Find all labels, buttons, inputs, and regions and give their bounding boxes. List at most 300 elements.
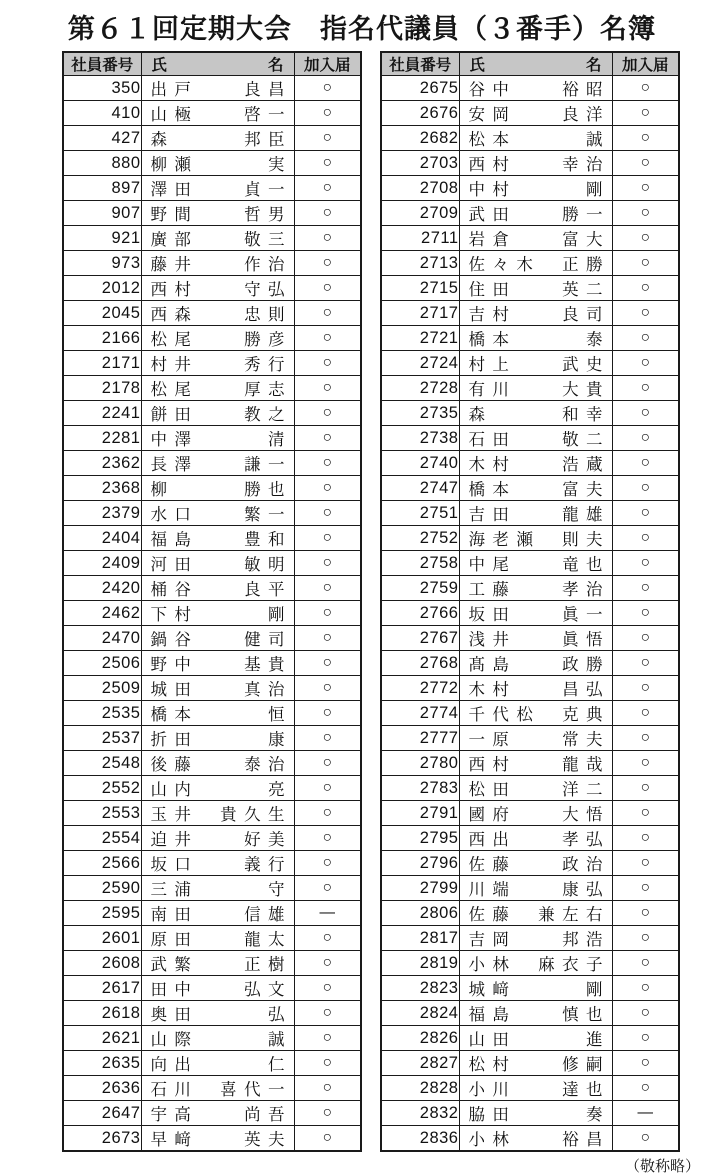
name-cell (141, 101, 294, 126)
given-name: 裕昌 (562, 1131, 610, 1149)
given-name: 則夫 (562, 531, 610, 549)
table-row (63, 926, 361, 951)
joined-status-cell: ○ (612, 301, 679, 326)
family-name: 浅井 (468, 631, 517, 649)
family-name: 河田 (150, 556, 199, 574)
given-name: 恒 (267, 706, 292, 724)
table-row (381, 976, 679, 1001)
joined-status-cell: ○ (612, 526, 679, 551)
joined-status-cell: ○ (294, 351, 361, 376)
member-number-cell: 2824 (381, 1001, 459, 1026)
name-cell (141, 701, 294, 726)
joined-status-cell: ○ (612, 1126, 679, 1152)
name-cell (141, 251, 294, 276)
family-name: 柳瀬 (150, 156, 199, 174)
given-name: 孝弘 (562, 831, 610, 849)
member-number-cell: 2554 (63, 826, 141, 851)
given-name: 富夫 (562, 481, 610, 499)
table-row (381, 326, 679, 351)
name-cell (141, 1101, 294, 1126)
given-name: 浩蔵 (562, 456, 610, 474)
table-row (381, 651, 679, 676)
member-number-cell: 2552 (63, 776, 141, 801)
table-row (63, 951, 361, 976)
given-name: 康弘 (562, 881, 610, 899)
joined-status-cell: ○ (294, 1101, 361, 1126)
given-name: 好美 (244, 831, 292, 849)
family-name: 村上 (468, 356, 517, 374)
name-cell (141, 1126, 294, 1152)
name-cell (141, 901, 294, 926)
table-row (63, 676, 361, 701)
joined-status-cell: ○ (612, 226, 679, 251)
given-name: 作治 (244, 256, 292, 274)
given-name: 勝也 (244, 481, 292, 499)
table-row (381, 1001, 679, 1026)
name-cell (141, 476, 294, 501)
joined-status-cell: ○ (612, 1051, 679, 1076)
name-cell (141, 151, 294, 176)
joined-status-cell: ○ (612, 626, 679, 651)
given-name: 富大 (562, 231, 610, 249)
family-name: 脇田 (468, 1106, 517, 1124)
given-name: 敬三 (244, 231, 292, 249)
given-name: 兼左右 (538, 906, 610, 924)
table-row (63, 826, 361, 851)
name-cell (141, 426, 294, 451)
table-row (381, 426, 679, 451)
table-row (381, 176, 679, 201)
member-number-cell: 2724 (381, 351, 459, 376)
family-name: 中村 (468, 181, 517, 199)
family-name: 桶谷 (150, 581, 199, 599)
joined-status-cell: ○ (294, 451, 361, 476)
table-row (63, 1126, 361, 1152)
family-name: 谷中 (468, 81, 517, 99)
name-cell (141, 276, 294, 301)
name-cell (459, 76, 612, 101)
table-row (63, 1076, 361, 1101)
family-name: 宇高 (150, 1106, 199, 1124)
page-title: 第６１回定期大会 指名代議員（３番手）名簿 (68, 14, 656, 44)
family-name: 西出 (468, 831, 517, 849)
name-cell (141, 826, 294, 851)
table-row (381, 451, 679, 476)
given-name: 忠則 (244, 306, 292, 324)
table-row (63, 651, 361, 676)
family-name: 長澤 (150, 456, 199, 474)
table-row (63, 376, 361, 401)
family-name: 南田 (150, 906, 199, 924)
table-row (381, 626, 679, 651)
family-name: 山内 (150, 781, 199, 799)
joined-status-cell: ○ (294, 551, 361, 576)
member-number-cell: 410 (63, 101, 141, 126)
joined-status-cell: ○ (612, 676, 679, 701)
joined-status-cell: ○ (612, 476, 679, 501)
table-row (381, 501, 679, 526)
name-cell (141, 926, 294, 951)
given-name: 貞一 (244, 181, 292, 199)
given-name: 実 (267, 156, 292, 174)
member-number-cell: 2590 (63, 876, 141, 901)
family-name: 三浦 (150, 881, 199, 899)
member-number-cell: 2566 (63, 851, 141, 876)
name-cell (141, 1076, 294, 1101)
table-row (381, 401, 679, 426)
name-cell (459, 976, 612, 1001)
name-cell (459, 301, 612, 326)
joined-status-cell: ○ (294, 1051, 361, 1076)
table-row (63, 1101, 361, 1126)
table-row (381, 151, 679, 176)
member-number-cell: 427 (63, 126, 141, 151)
table-row (63, 976, 361, 1001)
joined-status-cell: ○ (294, 926, 361, 951)
name-cell (459, 851, 612, 876)
table-row (381, 1051, 679, 1076)
member-number-cell: 2758 (381, 551, 459, 576)
given-name: 正樹 (244, 956, 292, 974)
joined-status-cell: ○ (612, 976, 679, 1001)
member-number-cell: 2420 (63, 576, 141, 601)
header-row (381, 52, 679, 76)
joined-status-cell: ○ (294, 751, 361, 776)
roster-table-right (380, 51, 680, 1152)
given-name: 進 (585, 1031, 610, 1049)
name-cell (459, 1051, 612, 1076)
given-name: 眞一 (562, 606, 610, 624)
table-row (63, 1051, 361, 1076)
family-name: 柳 (150, 481, 175, 499)
given-name: 龍雄 (562, 506, 610, 524)
family-name: 吉田 (468, 506, 517, 524)
family-name: 廣部 (150, 231, 199, 249)
family-name: 松村 (468, 1056, 517, 1074)
family-name: 野中 (150, 656, 199, 674)
family-name: 村井 (150, 356, 199, 374)
member-number-cell: 973 (63, 251, 141, 276)
joined-status-cell: ○ (612, 776, 679, 801)
table-row (381, 926, 679, 951)
member-number-cell: 2828 (381, 1076, 459, 1101)
member-number-cell: 2675 (381, 76, 459, 101)
joined-status-cell: ○ (294, 251, 361, 276)
table-row (63, 501, 361, 526)
column-header-name-right: 名 (585, 57, 602, 74)
member-number-cell: 2832 (381, 1101, 459, 1126)
member-number-cell: 2819 (381, 951, 459, 976)
family-name: 一原 (468, 731, 517, 749)
table-row (63, 76, 361, 101)
member-number-cell: 2795 (381, 826, 459, 851)
family-name: 玉井 (150, 806, 199, 824)
given-name: 貴久生 (220, 806, 292, 824)
member-number-cell: 921 (63, 226, 141, 251)
given-name: 政治 (562, 856, 610, 874)
given-name: 克典 (562, 706, 610, 724)
joined-status-cell: ○ (612, 901, 679, 926)
joined-status-cell: ○ (294, 626, 361, 651)
given-name: 康 (267, 731, 292, 749)
family-name: 奥田 (150, 1006, 199, 1024)
name-cell (459, 376, 612, 401)
family-name: 城田 (150, 681, 199, 699)
member-number-cell: 2826 (381, 1026, 459, 1051)
member-number-cell: 2708 (381, 176, 459, 201)
member-number-cell: 2409 (63, 551, 141, 576)
given-name: 剛 (267, 606, 292, 624)
given-name: 大貴 (562, 381, 610, 399)
table-row (381, 76, 679, 101)
joined-status-cell: ○ (612, 126, 679, 151)
given-name: 昌弘 (562, 681, 610, 699)
name-cell (459, 126, 612, 151)
table-row (63, 476, 361, 501)
name-cell (141, 976, 294, 1001)
joined-status-cell: ○ (612, 801, 679, 826)
family-name: 小林 (468, 956, 517, 974)
member-number-cell: 2767 (381, 626, 459, 651)
name-cell (459, 826, 612, 851)
joined-status-cell: ○ (612, 1001, 679, 1026)
given-name: 邦浩 (562, 931, 610, 949)
name-cell (141, 1051, 294, 1076)
given-name: 信雄 (244, 906, 292, 924)
table-row (63, 276, 361, 301)
member-number-cell: 2553 (63, 801, 141, 826)
family-name: 折田 (150, 731, 199, 749)
table-row (381, 1076, 679, 1101)
name-cell (141, 1001, 294, 1026)
member-number-cell: 2817 (381, 926, 459, 951)
member-number-cell: 2728 (381, 376, 459, 401)
name-cell (459, 776, 612, 801)
family-name: 城﨑 (468, 981, 517, 999)
joined-status-cell: ○ (294, 201, 361, 226)
given-name: 哲男 (244, 206, 292, 224)
name-cell (459, 426, 612, 451)
joined-status-cell: ○ (612, 76, 679, 101)
joined-status-cell: ○ (612, 401, 679, 426)
member-number-cell: 2362 (63, 451, 141, 476)
family-name: 吉村 (468, 306, 517, 324)
family-name: 木村 (468, 681, 517, 699)
given-name: 尚吾 (244, 1106, 292, 1124)
name-cell (459, 501, 612, 526)
table-row (381, 351, 679, 376)
family-name: 藤井 (150, 256, 199, 274)
member-number-cell: 2647 (63, 1101, 141, 1126)
joined-status-cell: ○ (612, 351, 679, 376)
column-header-joined: 加入届 (294, 52, 361, 76)
joined-status-cell: ○ (294, 376, 361, 401)
family-name: 森 (150, 131, 175, 149)
member-number-cell: 2281 (63, 426, 141, 451)
table-row (63, 551, 361, 576)
joined-status-cell: ○ (612, 376, 679, 401)
given-name: 勝一 (562, 206, 610, 224)
family-name: 川端 (468, 881, 517, 899)
name-cell (141, 226, 294, 251)
name-cell (141, 401, 294, 426)
table-row (63, 626, 361, 651)
table-row (381, 576, 679, 601)
table-row (381, 101, 679, 126)
joined-status-cell: — (294, 901, 361, 926)
given-name: 孝治 (562, 581, 610, 599)
name-cell (459, 726, 612, 751)
member-number-cell: 2806 (381, 901, 459, 926)
name-cell (141, 776, 294, 801)
table-row (381, 526, 679, 551)
given-name: 邦臣 (244, 131, 292, 149)
name-cell (459, 576, 612, 601)
member-number-cell: 2171 (63, 351, 141, 376)
joined-status-cell: ○ (294, 76, 361, 101)
name-cell (141, 676, 294, 701)
member-number-cell: 2368 (63, 476, 141, 501)
joined-status-cell: ○ (612, 101, 679, 126)
family-name: 坂口 (150, 856, 199, 874)
family-name: 早﨑 (150, 1131, 199, 1149)
column-header-member-number: 社員番号 (63, 52, 141, 76)
member-number-cell: 2617 (63, 976, 141, 1001)
joined-status-cell: ○ (612, 851, 679, 876)
joined-status-cell: ○ (612, 551, 679, 576)
family-name: 澤田 (150, 181, 199, 199)
member-number-cell: 2601 (63, 926, 141, 951)
member-number-cell: 2682 (381, 126, 459, 151)
name-cell (141, 501, 294, 526)
member-number-cell: 2676 (381, 101, 459, 126)
table-row (63, 401, 361, 426)
family-name: 松本 (468, 131, 517, 149)
column-header-name-left: 氏 (469, 57, 486, 74)
name-cell (141, 126, 294, 151)
family-name: 木村 (468, 456, 517, 474)
joined-status-cell: ○ (294, 676, 361, 701)
member-number-cell: 2738 (381, 426, 459, 451)
column-header-name (141, 52, 294, 76)
joined-status-cell: ○ (294, 176, 361, 201)
table-row (381, 851, 679, 876)
given-name: 秀行 (244, 356, 292, 374)
table-row (381, 776, 679, 801)
name-cell (459, 651, 612, 676)
table-row (63, 851, 361, 876)
joined-status-cell: ○ (294, 301, 361, 326)
joined-status-cell: ○ (294, 776, 361, 801)
member-number-cell: 2012 (63, 276, 141, 301)
table-row (381, 376, 679, 401)
family-name: 武繁 (150, 956, 199, 974)
column-header-joined: 加入届 (612, 52, 679, 76)
table-row (381, 901, 679, 926)
name-cell (141, 551, 294, 576)
family-name: 中尾 (468, 556, 517, 574)
member-number-cell: 2777 (381, 726, 459, 751)
name-cell (141, 851, 294, 876)
table-row (381, 1026, 679, 1051)
family-name: 石川 (150, 1081, 199, 1099)
table-row (63, 576, 361, 601)
joined-status-cell: ○ (294, 801, 361, 826)
name-cell (459, 1076, 612, 1101)
name-cell (141, 751, 294, 776)
member-number-cell: 897 (63, 176, 141, 201)
name-cell (141, 326, 294, 351)
member-number-cell: 2768 (381, 651, 459, 676)
joined-status-cell: ○ (294, 651, 361, 676)
name-cell (459, 701, 612, 726)
joined-status-cell: ○ (294, 526, 361, 551)
family-name: 山際 (150, 1031, 199, 1049)
family-name: 山極 (150, 106, 199, 124)
given-name: 教之 (244, 406, 292, 424)
family-name: 西村 (468, 156, 517, 174)
table-row (63, 876, 361, 901)
table-row (381, 226, 679, 251)
family-name: 海老瀬 (468, 531, 541, 549)
table-row (63, 126, 361, 151)
name-cell (141, 76, 294, 101)
table-row (63, 226, 361, 251)
name-cell (141, 726, 294, 751)
given-name: 龍哉 (562, 756, 610, 774)
table-row (63, 601, 361, 626)
joined-status-cell: ○ (612, 951, 679, 976)
member-number-cell: 2774 (381, 701, 459, 726)
name-cell (459, 101, 612, 126)
name-cell (459, 176, 612, 201)
member-number-cell: 2711 (381, 226, 459, 251)
family-name: 佐藤 (468, 906, 517, 924)
joined-status-cell: ○ (294, 851, 361, 876)
given-name: 政勝 (562, 656, 610, 674)
family-name: 餅田 (150, 406, 199, 424)
table-row (381, 1126, 679, 1152)
family-name: 佐々木 (468, 256, 541, 274)
name-cell (459, 926, 612, 951)
member-number-cell: 2618 (63, 1001, 141, 1026)
given-name: 基貴 (244, 656, 292, 674)
joined-status-cell: ○ (612, 701, 679, 726)
table-row (381, 676, 679, 701)
table-row (381, 826, 679, 851)
given-name: 英二 (562, 281, 610, 299)
member-number-cell: 2740 (381, 451, 459, 476)
given-name: 勝彦 (244, 331, 292, 349)
member-number-cell: 2772 (381, 676, 459, 701)
family-name: 出戸 (150, 81, 199, 99)
family-name: 福島 (468, 1006, 517, 1024)
name-cell (459, 901, 612, 926)
given-name: 良洋 (562, 106, 610, 124)
name-cell (459, 551, 612, 576)
member-number-cell: 2537 (63, 726, 141, 751)
joined-status-cell: — (612, 1101, 679, 1126)
member-number-cell: 2621 (63, 1026, 141, 1051)
table-row (381, 276, 679, 301)
family-name: 向出 (150, 1056, 199, 1074)
given-name: 敏明 (244, 556, 292, 574)
given-name: 達也 (562, 1081, 610, 1099)
joined-status-cell: ○ (612, 201, 679, 226)
member-number-cell: 2796 (381, 851, 459, 876)
family-name: 橋本 (468, 331, 517, 349)
table-row (381, 1101, 679, 1126)
